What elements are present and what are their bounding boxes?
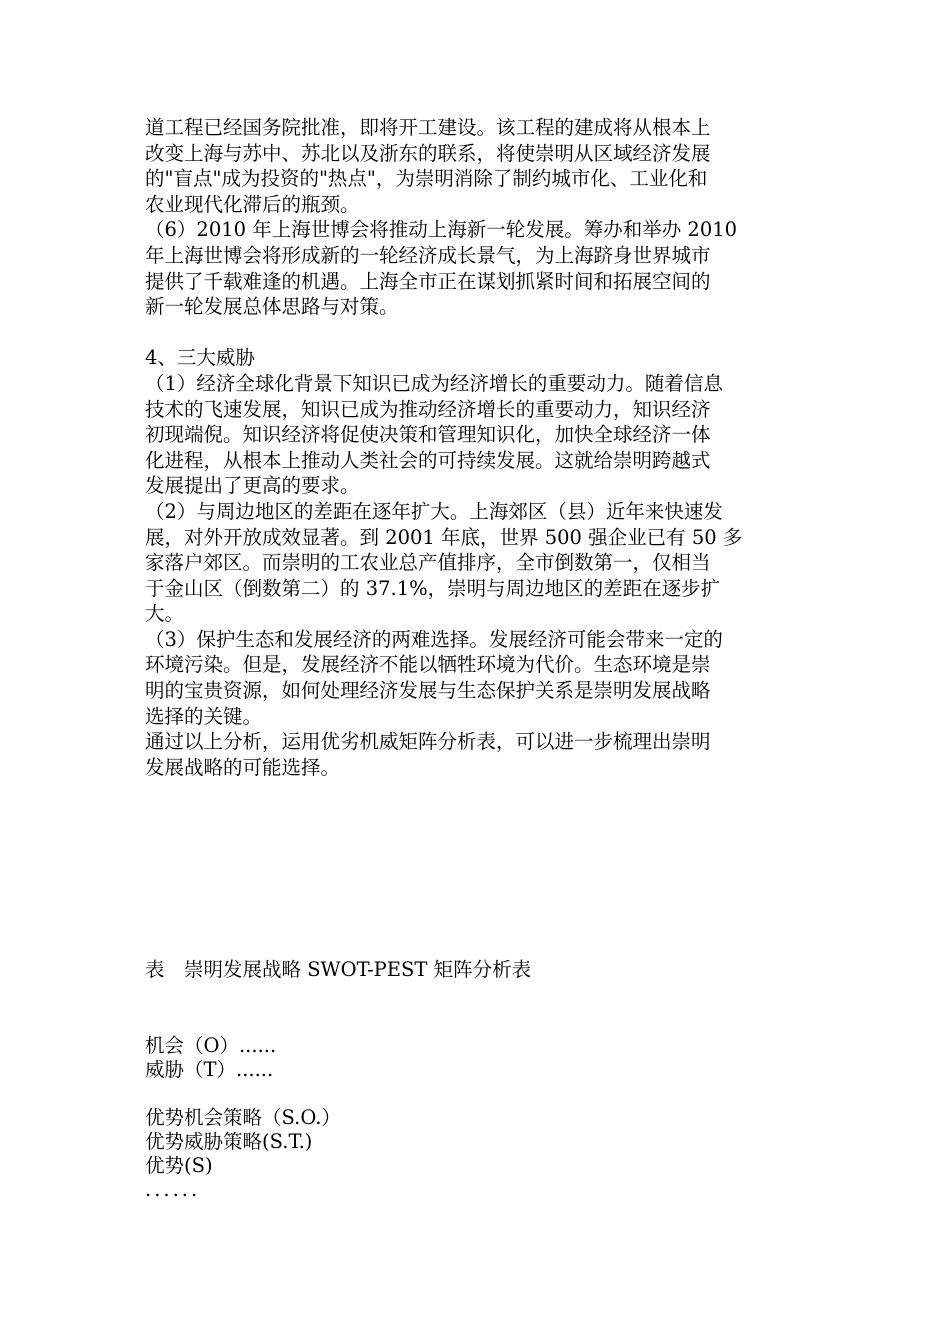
swot-table-entries bbox=[145, 1034, 810, 1202]
blank-line bbox=[145, 1082, 810, 1106]
paragraph-4 bbox=[145, 499, 810, 627]
opportunity-row: 机会（O）...... bbox=[145, 1034, 277, 1057]
text-line: （1）经济全球化背景下知识已成为经济增长的重要动力。随着信息 bbox=[145, 371, 723, 395]
text-line: 新一轮发展总体思路与对策。 bbox=[145, 295, 399, 319]
text-line: 技术的飞速发展，知识已成为推动经济增长的重要动力，知识经济 bbox=[145, 397, 711, 421]
text-line: 明的宝贵资源，如何处理经济发展与生态保护关系是崇明发展战略 bbox=[145, 679, 711, 703]
text-line: 家落户郊区。而崇明的工农业总产值排序，全市倒数第一，仅相当 bbox=[145, 551, 711, 575]
text-line: 通过以上分析，运用优劣机威矩阵分析表，可以进一步梳理出崇明 bbox=[145, 730, 711, 754]
threat-row: 威胁（T）...... bbox=[145, 1058, 274, 1081]
text-line: 初现端倪。知识经济将促使决策和管理知识化，加快全球经济一体 bbox=[145, 423, 711, 447]
text-line: （6）2010 年上海世博会将推动上海新一轮发展。筹办和举办 2010 bbox=[145, 218, 738, 242]
st-strategy-row: 优势威胁策略(S.T.) bbox=[145, 1130, 313, 1153]
table-title-wrap bbox=[145, 958, 810, 982]
ellipsis-row: ...... bbox=[145, 1178, 201, 1201]
text-line: （2）与周边地区的差距在逐年扩大。上海郊区（县）近年来快速发 bbox=[145, 499, 723, 523]
paragraph-1 bbox=[145, 115, 810, 217]
text-line: 选择的关键。 bbox=[145, 704, 263, 728]
section-heading: 4、三大威胁 bbox=[145, 346, 255, 370]
text-line: 于金山区（倒数第二）的 37.1%，崇明与周边地区的差距在逐步扩 bbox=[145, 576, 721, 600]
text-line: 道工程已经国务院批准，即将开工建设。该工程的建成将从根本上 bbox=[145, 116, 711, 139]
text-line: 的"盲点"成为投资的"热点"，为崇明消除了制约城市化、工业化和 bbox=[145, 167, 708, 191]
paragraph-2 bbox=[145, 217, 810, 319]
text-line: 农业现代化滞后的瓶颈。 bbox=[145, 192, 360, 216]
text-line: 化进程，从根本上推动人类社会的可持续发展。这就给崇明跨越式 bbox=[145, 448, 711, 472]
text-line: 展，对外开放成效显著。到 2001 年底，世界 500 强企业已有 50 多 bbox=[145, 525, 743, 549]
text-line: 提供了千载难逢的机遇。上海全市正在谋划抓紧时间和拓展空间的 bbox=[145, 269, 711, 293]
paragraph-3 bbox=[145, 371, 810, 499]
text-line: 大。 bbox=[145, 602, 185, 626]
blank-line bbox=[145, 320, 810, 346]
text-line: 发展提出了更高的要求。 bbox=[145, 474, 360, 498]
paragraph-5 bbox=[145, 627, 810, 729]
text-line: 发展战略的可能选择。 bbox=[145, 755, 341, 779]
text-line: 改变上海与苏中、苏北以及浙东的联系，将使崇明从区域经济发展 bbox=[145, 141, 711, 165]
strength-row: 优势(S) bbox=[145, 1154, 213, 1177]
text-line: （3）保护生态和发展经济的两难选择。发展经济可能会带来一定的 bbox=[145, 627, 723, 651]
paragraph-6 bbox=[145, 729, 810, 780]
body-text bbox=[145, 115, 810, 780]
table-title: 表 崇明发展战略 SWOT-PEST 矩阵分析表 bbox=[145, 958, 532, 981]
text-line: 环境污染。但是，发展经济不能以牺牲环境为代价。生态环境是崇 bbox=[145, 653, 711, 677]
so-strategy-row: 优势机会策略（S.O.） bbox=[145, 1106, 341, 1129]
text-line: 年上海世博会将形成新的一轮经济成长景气，为上海跻身世界城市 bbox=[145, 243, 711, 267]
